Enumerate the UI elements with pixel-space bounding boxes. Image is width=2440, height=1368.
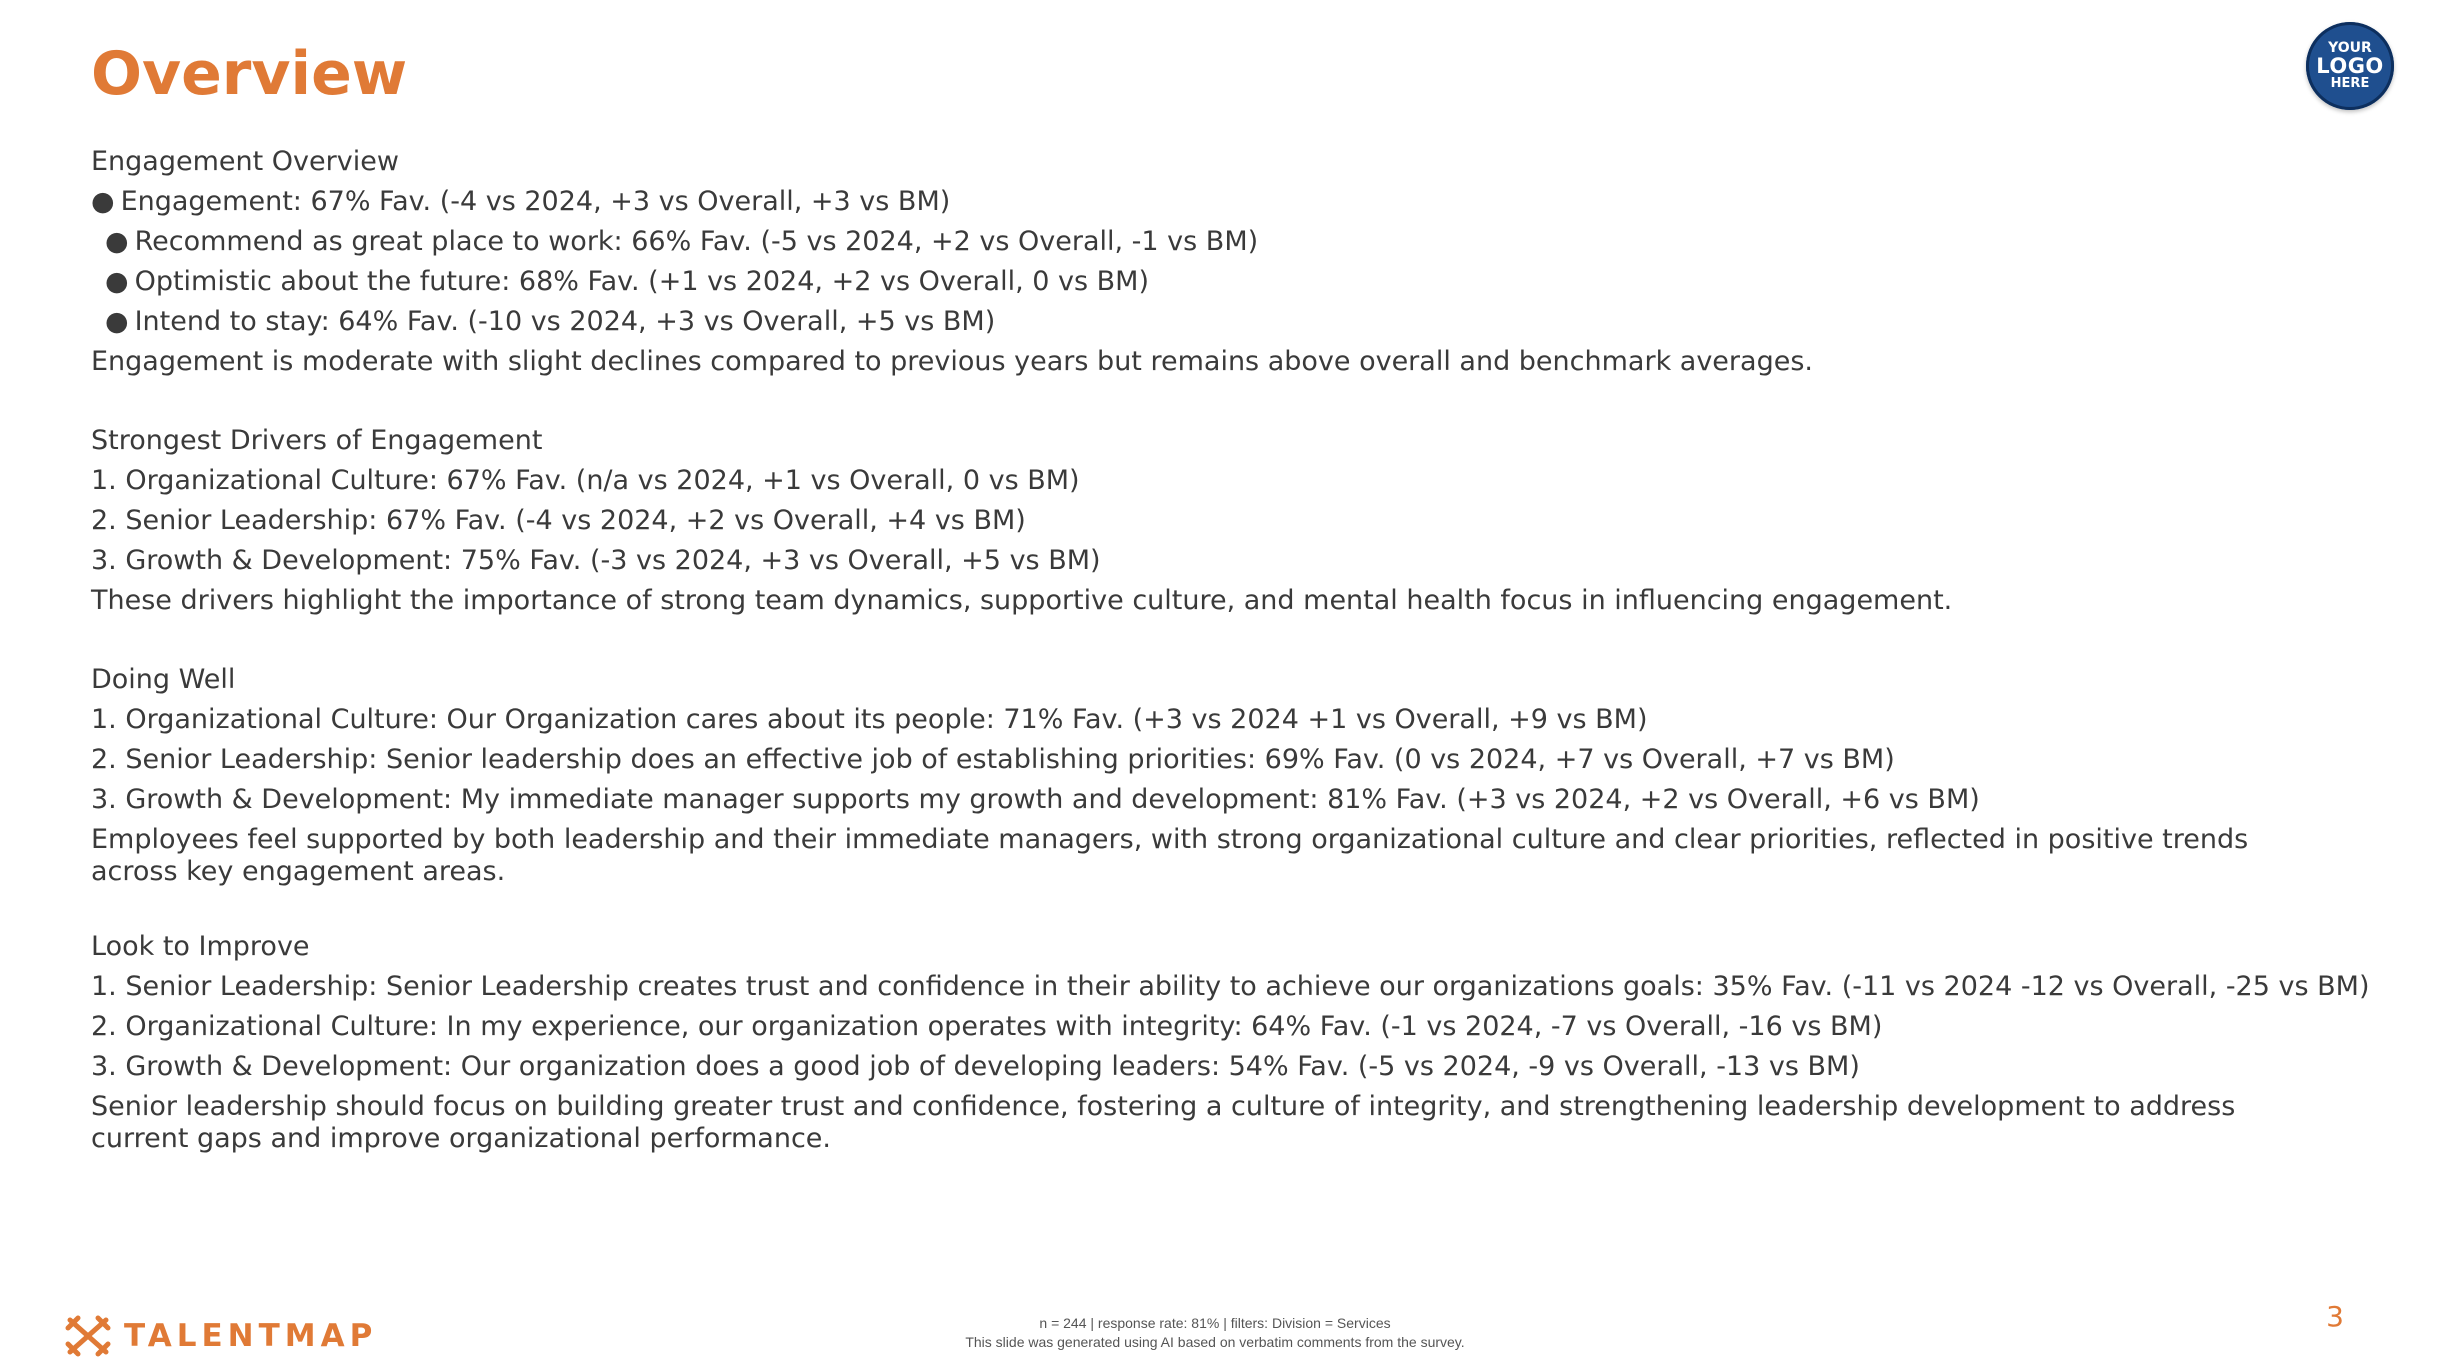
list-item xyxy=(91,182,2301,222)
list-item: 3. Growth & Development: My immediate manager supports my growth and development: 81% Fav. (+3 vs 2024, +2 vs Overall, +6 vs BM) xyxy=(91,784,1980,815)
section-heading: Strongest Drivers of Engagement xyxy=(91,425,543,456)
drivers-section xyxy=(91,421,2301,621)
talentmap-mark-icon xyxy=(64,1314,112,1358)
ai-generated-note: This slide was generated using AI based on verbatim comments from the survey. xyxy=(965,1334,1465,1350)
overview-content xyxy=(91,142,2370,1194)
list-item-text: Intend to stay: 64% Fav. (-10 vs 2024, +3 vs Overall, +5 vs BM) xyxy=(134,306,996,337)
list-item: 3. Growth & Development: Our organization does a good job of developing leaders: 54% Fav. (-5 vs 2024, -9 vs Overall, -13 vs BM) xyxy=(91,1051,1860,1082)
list-item xyxy=(91,222,2301,262)
section-heading: Doing Well xyxy=(91,664,236,695)
list-item: 3. Growth & Development: 75% Fav. (-3 vs 2024, +3 vs Overall, +5 vs BM) xyxy=(91,545,1101,576)
logo-placeholder xyxy=(2306,22,2394,110)
list-item: 2. Senior Leadership: Senior leadership does an effective job of establishing priorities: 69% Fav. (0 vs 2024, +7 vs Overall, +7 vs BM) xyxy=(91,744,1895,775)
list-item: 1. Organizational Culture: Our Organization cares about its people: 71% Fav. (+3 vs 2024 +1 vs Overall, +9 vs BM) xyxy=(91,704,1648,735)
talentmap-logo xyxy=(64,1314,377,1358)
page-title: Overview xyxy=(91,39,408,109)
list-item: 1. Senior Leadership: Senior Leadership creates trust and confidence in their ability to achieve our organizations goals: 35% Fav. (-11 vs 2024 -12 vs Overall, -25 vs BM) xyxy=(91,971,2370,1002)
brand-name: TALENTMAP xyxy=(124,1318,378,1354)
section-summary: Employees feel supported by both leadership and their immediate managers, with strong organizational culture and clear priorities, reflected in positive trends across key engagement areas. xyxy=(91,824,2249,887)
engagement-overview-section xyxy=(91,142,2301,382)
bullet-icon: ● xyxy=(105,266,129,297)
section-summary: These drivers highlight the importance of strong team dynamics, supportive culture, and mental health focus in influencing engagement. xyxy=(91,585,1953,616)
bullet-icon: ● xyxy=(91,186,115,217)
list-item-text: Recommend as great place to work: 66% Fav. (-5 vs 2024, +2 vs Overall, -1 vs BM) xyxy=(134,226,1259,257)
logo-line-3: HERE xyxy=(2330,76,2370,91)
logo-line-1: YOUR xyxy=(2328,40,2372,56)
logo-line-2: LOGO xyxy=(2316,54,2384,78)
footnote xyxy=(820,1314,1610,1352)
page-number: 3 xyxy=(2326,1300,2344,1333)
bullet-icon: ● xyxy=(105,226,129,257)
list-item: 1. Organizational Culture: 67% Fav. (n/a vs 2024, +1 vs Overall, 0 vs BM) xyxy=(91,465,1080,496)
doing-well-section xyxy=(91,660,2301,888)
section-heading: Look to Improve xyxy=(91,931,310,962)
list-item-text: Engagement: 67% Fav. (-4 vs 2024, +3 vs Overall, +3 vs BM) xyxy=(120,186,951,217)
look-to-improve-section xyxy=(91,927,2370,1155)
list-item xyxy=(91,262,2301,302)
section-summary: Senior leadership should focus on building greater trust and confidence, fostering a culture of integrity, and strengthening leadership development to address current gaps and improve organizational performance. xyxy=(91,1091,2236,1154)
list-item: 2. Organizational Culture: In my experience, our organization operates with integrity: 64% Fav. (-1 vs 2024, -7 vs Overall, -16 vs BM) xyxy=(91,1011,1883,1042)
section-summary: Engagement is moderate with slight declines compared to previous years but remains above overall and benchmark averages. xyxy=(91,346,1813,377)
list-item xyxy=(91,302,2301,342)
section-heading: Engagement Overview xyxy=(91,146,399,177)
list-item: 2. Senior Leadership: 67% Fav. (-4 vs 2024, +2 vs Overall, +4 vs BM) xyxy=(91,505,1026,536)
list-item-text: Optimistic about the future: 68% Fav. (+1 vs 2024, +2 vs Overall, 0 vs BM) xyxy=(134,266,1149,297)
bullet-icon: ● xyxy=(105,306,129,337)
response-stats: n = 244 | response rate: 81% | filters: Division = Services xyxy=(1039,1315,1391,1331)
